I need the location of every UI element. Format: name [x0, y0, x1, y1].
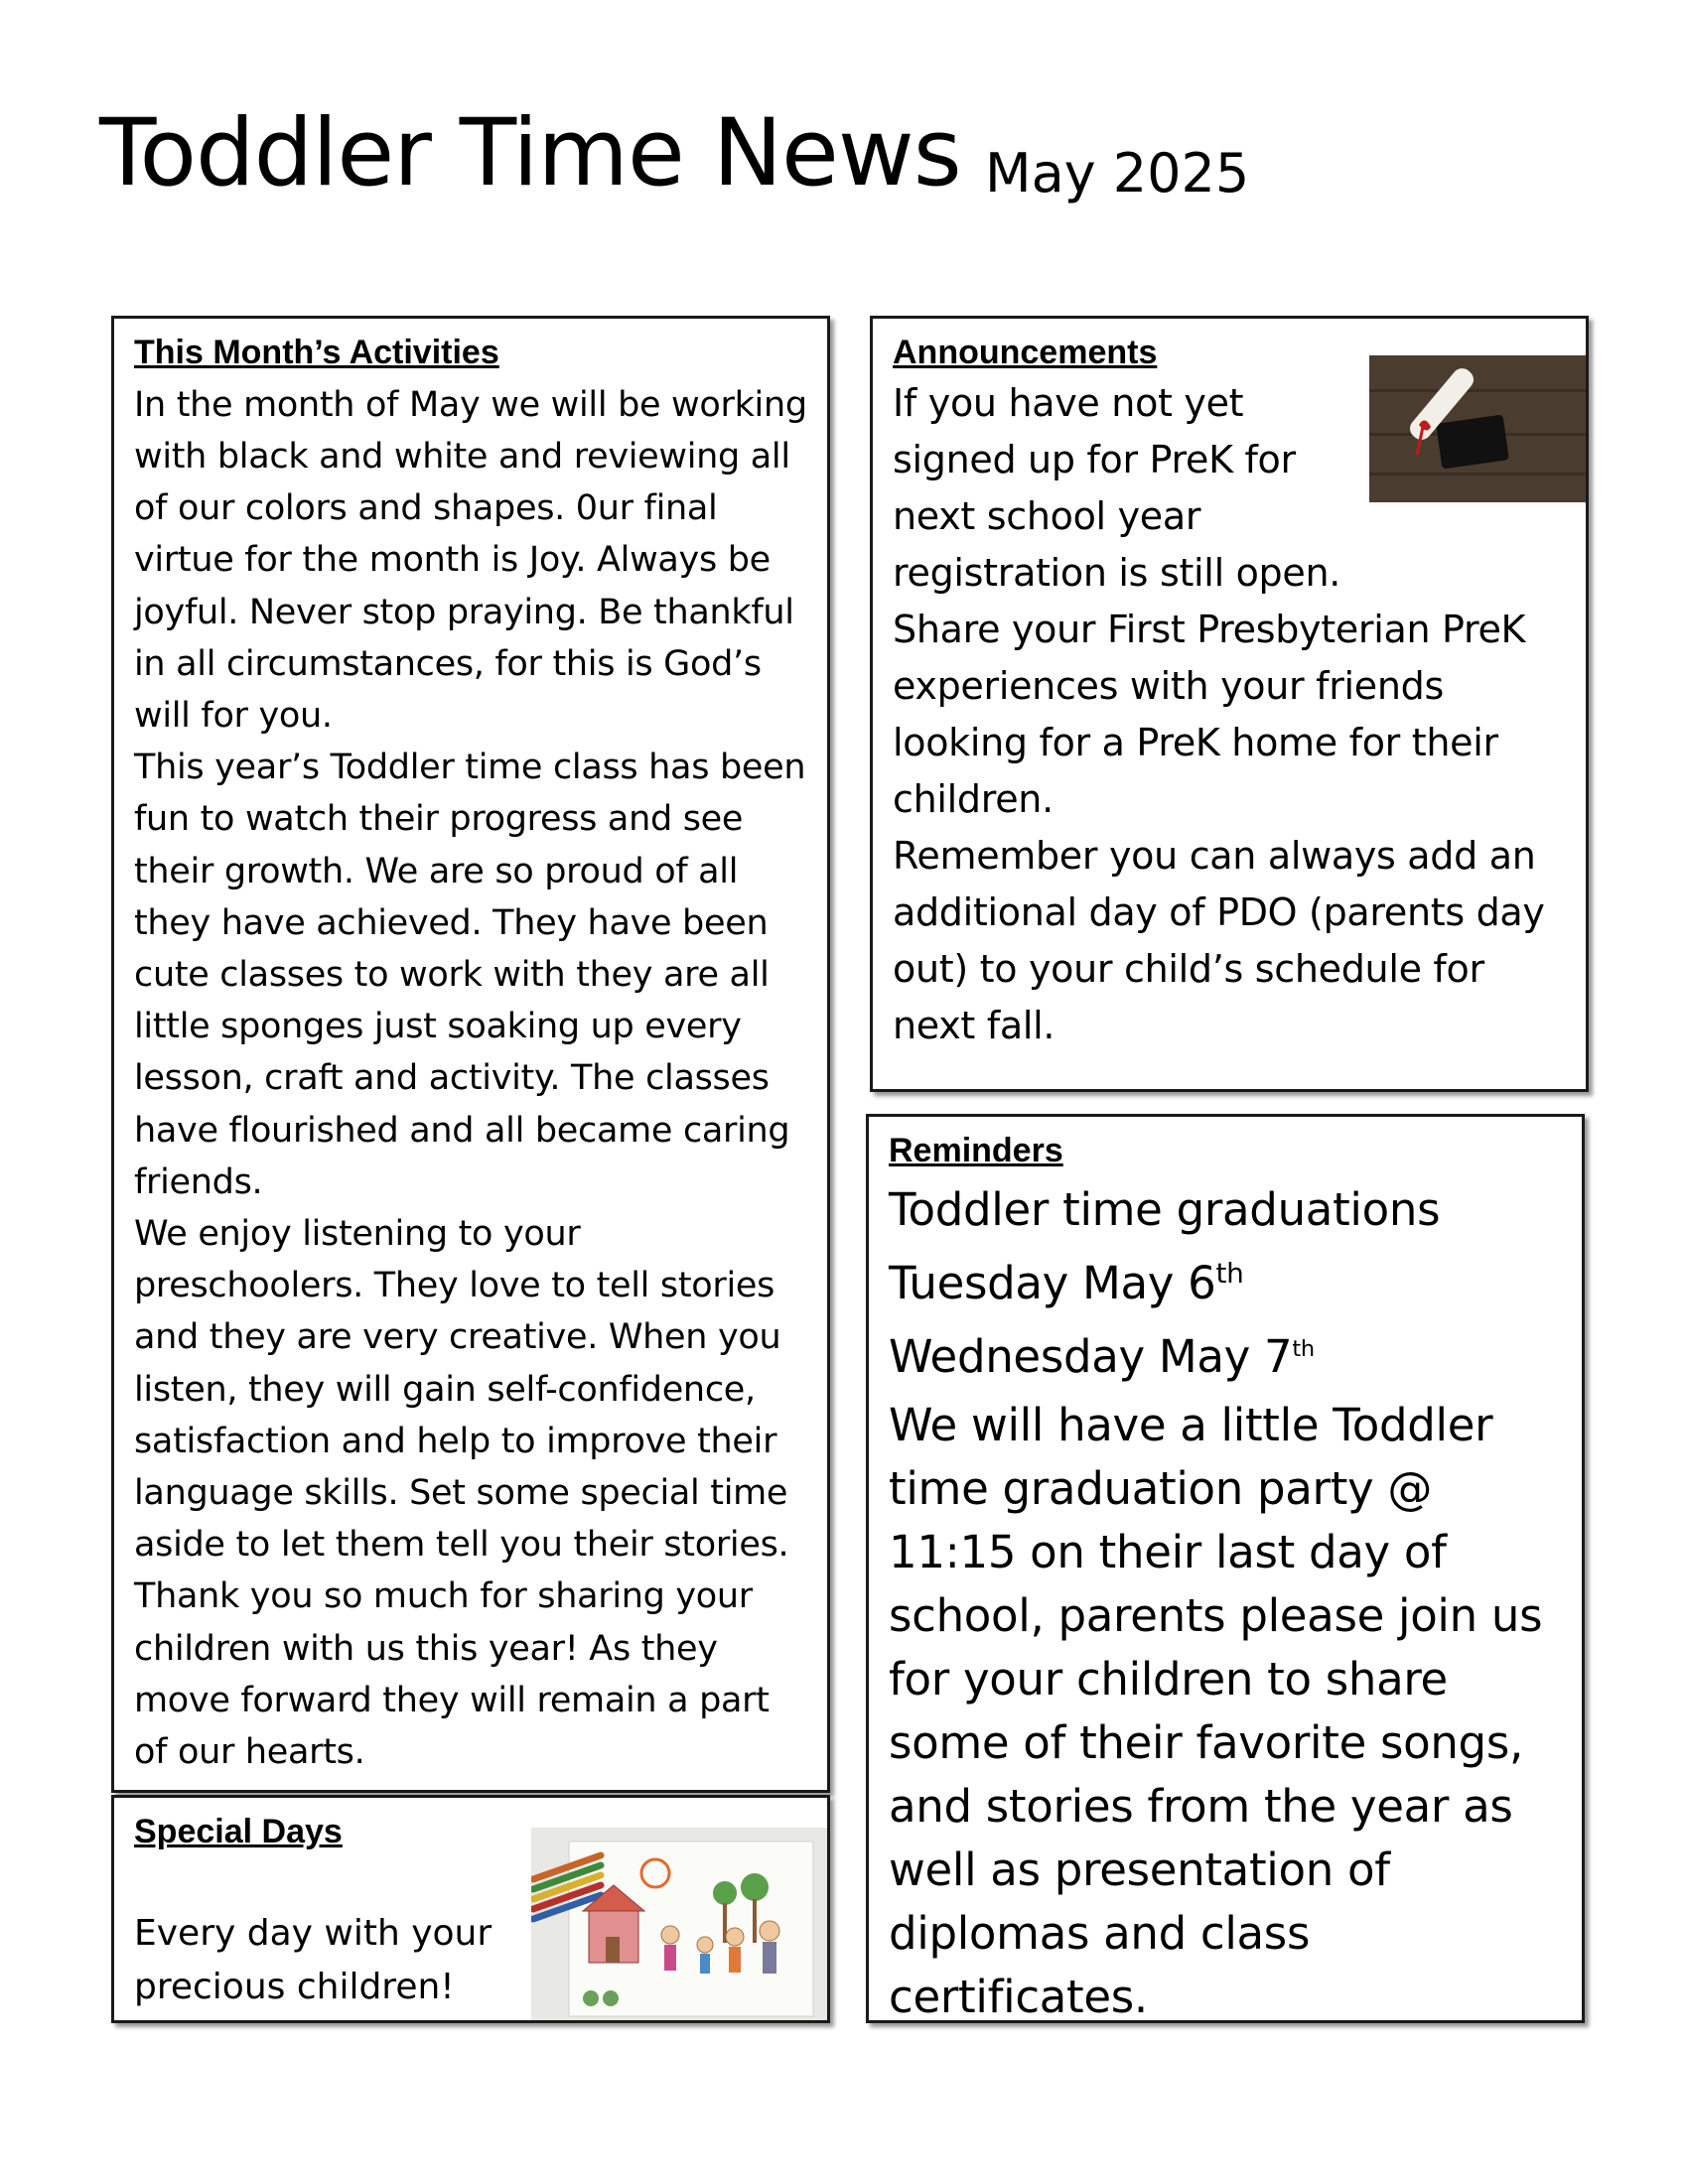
diploma-image	[1369, 355, 1589, 502]
reminder-graduations: Toddler time graduations	[889, 1182, 1441, 1236]
activities-paragraph-1: In the month of May we will be working with black and white and reviewing all of our colors and shapes. 0ur final virtue for the month is Joy. Always be joyful. Never stop praying. Be thankful in all circumstances, for this is God’s will for you.	[134, 384, 807, 737]
activities-paragraph-3: We enjoy listening to your preschoolers. They love to tell stories and they are very creative. When you listen, they will gain self-confidence, satisfaction and help to improve their language skills. Set some special time aside to let them tell you their stories. Thank you so much for sharing your children with us this year! As they move forward they will remain a part of our hearts.	[134, 1214, 789, 1773]
reminder-party-paragraph: We will have a little Toddler time graduation party @ 11:15 on their last day of school, parents please join us for your children to share some of their favorite songs, and stories from the year as well as presentation of diplomas and class certificates.	[889, 1398, 1543, 2023]
announcements-heading: Announcements	[893, 334, 1158, 371]
reminder-wednesday-date: Wednesday May 7th	[889, 1329, 1315, 1383]
reminder-tuesday-date: Tuesday May 6th	[889, 1256, 1244, 1309]
newsletter-title: Toddler Time News	[99, 99, 961, 207]
announcements-box	[870, 316, 1589, 1092]
special-days-text: Every day with your precious children!	[134, 1913, 492, 2007]
special-days-box	[111, 1795, 830, 2023]
announcement-paragraph-2: Share your First Presbyterian PreK experiences with your friends looking for a PreK home for their children.	[893, 607, 1526, 821]
newsletter-date: May 2025	[985, 142, 1250, 205]
activities-paragraph-2: This year’s Toddler time class has been fun to watch their progress and see their growth. We are so proud of all they have achieved. They have been cute classes to work with they are all little sponges just soaking up every lesson, craft and activity. The classes have flourished and all became caring friends.	[134, 748, 806, 1202]
child-drawing-image	[531, 1828, 827, 2023]
special-days-heading: Special Days	[134, 1813, 343, 1850]
reminders-box	[866, 1114, 1585, 2023]
activities-box	[111, 316, 830, 1793]
announcement-paragraph-1: If you have not yet signed up for PreK for next school year registration is still open.	[893, 380, 1341, 595]
reminders-heading: Reminders	[889, 1132, 1063, 1169]
announcement-paragraph-3: Remember you can always add an additional day of PDO (parents day out) to your child’s schedule for next fall.	[893, 833, 1545, 1047]
activities-heading: This Month’s Activities	[134, 334, 499, 371]
